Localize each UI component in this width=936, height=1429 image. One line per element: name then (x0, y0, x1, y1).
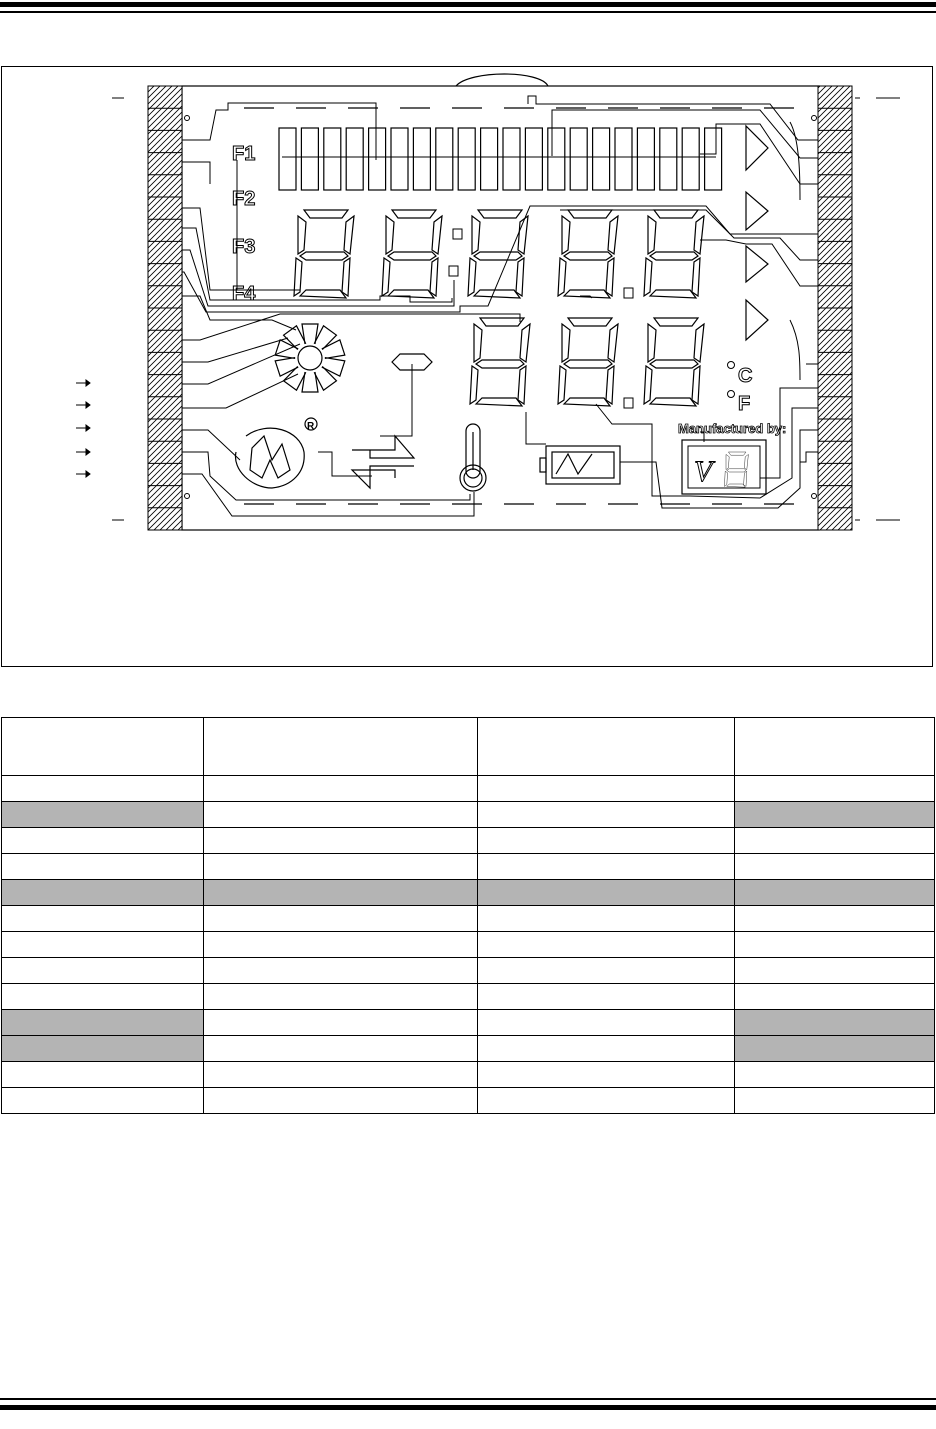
bar-segment (324, 128, 341, 190)
table-cell (478, 828, 735, 854)
footer-rule-thick (0, 1405, 936, 1410)
label-fahrenheit: F (738, 393, 751, 415)
digit-8 (644, 318, 704, 406)
digit-7 (558, 318, 618, 406)
wiring-traces (182, 96, 818, 516)
bar-segment (705, 128, 722, 190)
table-row (2, 932, 935, 958)
table-cell (735, 880, 935, 906)
fan-blade (321, 340, 345, 361)
bar-segment (503, 128, 520, 190)
digit-1 (294, 210, 354, 298)
pin-table (1, 717, 935, 1114)
table-row (2, 854, 935, 880)
table-row (2, 984, 935, 1010)
table-cell (204, 932, 478, 958)
bar-segment (301, 128, 318, 190)
table-row (2, 1088, 935, 1114)
table-row (2, 802, 935, 828)
table-cell (204, 776, 478, 802)
fan-blade (321, 355, 345, 376)
table-header-cell (735, 718, 935, 776)
table-cell (735, 906, 935, 932)
digit-6 (470, 318, 530, 406)
arrows-icon (352, 436, 414, 488)
label-f2: F2 (232, 188, 256, 210)
bar-segment (481, 128, 498, 190)
table-cell (478, 958, 735, 984)
table-header-cell (478, 718, 735, 776)
label-celsius: C (738, 365, 753, 387)
table-header-cell (2, 718, 204, 776)
table-cell (478, 880, 735, 906)
table-cell (204, 854, 478, 880)
bar-segment (682, 128, 699, 190)
table-cell (204, 1088, 478, 1114)
bar-segment (369, 128, 386, 190)
table-row (2, 1062, 935, 1088)
table-cell (478, 932, 735, 958)
vendor-logo-icon: V (694, 455, 713, 488)
bar-segment (413, 128, 430, 190)
table-cell (204, 958, 478, 984)
table-row (2, 1010, 935, 1036)
label-f4: F4 (232, 283, 256, 305)
lcd-glass (182, 86, 819, 530)
digit-4 (558, 210, 618, 298)
digit-2 (382, 210, 442, 298)
table-cell (478, 984, 735, 1010)
digit-5 (644, 210, 704, 298)
table-cell (478, 906, 735, 932)
thermometer-icon (460, 424, 486, 491)
table-cell (2, 880, 204, 906)
table-cell (735, 802, 935, 828)
battery-icon (540, 446, 620, 484)
digit-3 (468, 210, 528, 298)
registered-mark: R (307, 421, 315, 432)
fan-blade (275, 355, 299, 376)
table-cell (735, 984, 935, 1010)
table-cell (2, 854, 204, 880)
table-row (2, 1036, 935, 1062)
table-row (2, 906, 935, 932)
fan-icon (275, 324, 345, 392)
table-cell (2, 802, 204, 828)
manufactured-by-label: Manufactured by: (678, 421, 787, 436)
table-cell (2, 1010, 204, 1036)
microchip-logo-icon (235, 418, 317, 488)
table-cell (2, 932, 204, 958)
bar-segment (279, 128, 296, 190)
table-cell (735, 958, 935, 984)
bar-segment (436, 128, 453, 190)
table-row (2, 880, 935, 906)
table-cell (204, 802, 478, 828)
table-cell (2, 1062, 204, 1088)
table-cell (735, 1088, 935, 1114)
table-cell (478, 1010, 735, 1036)
bar-segment (615, 128, 632, 190)
table-cell (478, 776, 735, 802)
table-cell (478, 1088, 735, 1114)
bar-segment (525, 128, 542, 190)
bar-segment (458, 128, 475, 190)
play-triangle-icon (746, 126, 768, 340)
lcd-diagram (0, 0, 936, 700)
table-header-cell (204, 718, 478, 776)
footer-rule-thin (0, 1398, 936, 1400)
table-cell (2, 1036, 204, 1062)
table-cell (735, 1062, 935, 1088)
bar-segment (593, 128, 610, 190)
bar-segment (548, 128, 565, 190)
label-f1: F1 (232, 143, 256, 165)
table-cell (735, 776, 935, 802)
table-cell (478, 1062, 735, 1088)
bar-segment (660, 128, 677, 190)
table-cell (204, 828, 478, 854)
fan-blade (275, 340, 299, 361)
table-row (2, 776, 935, 802)
table-cell (478, 802, 735, 828)
table-cell (735, 1010, 935, 1036)
bar-segment (570, 128, 587, 190)
table-cell (478, 1036, 735, 1062)
table-cell (2, 1088, 204, 1114)
table-cell (2, 958, 204, 984)
table-header-row (2, 718, 935, 776)
table-row (2, 958, 935, 984)
table-cell (204, 984, 478, 1010)
table-cell (2, 828, 204, 854)
table-cell (204, 1062, 478, 1088)
table-row (2, 828, 935, 854)
table-cell (204, 1010, 478, 1036)
input-arrows (76, 380, 90, 477)
bar-segment (346, 128, 363, 190)
table-cell (478, 854, 735, 880)
table-cell (735, 854, 935, 880)
table-cell (2, 984, 204, 1010)
table-cell (2, 906, 204, 932)
table-cell (204, 880, 478, 906)
table-cell (735, 1036, 935, 1062)
table-cell (204, 906, 478, 932)
table-cell (735, 828, 935, 854)
table-cell (204, 1036, 478, 1062)
bar-segment (637, 128, 654, 190)
label-f3: F3 (232, 236, 256, 258)
table-cell (2, 776, 204, 802)
table-cell (735, 932, 935, 958)
bar-segment (391, 128, 408, 190)
